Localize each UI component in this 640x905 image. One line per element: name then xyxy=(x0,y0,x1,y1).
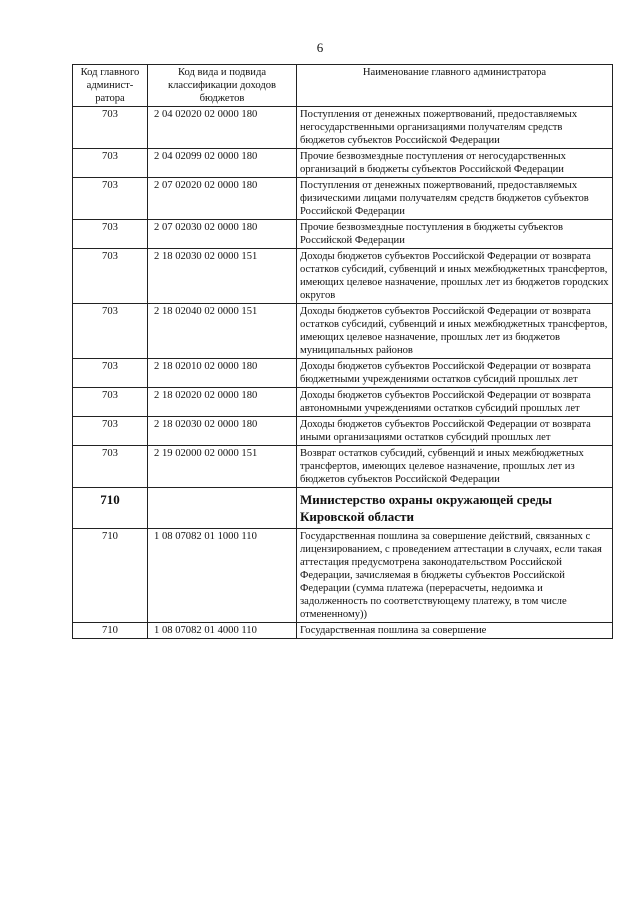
admin-name-cell: Поступления от денежных пожертвований, предоставляемых негосударственными организациями получателям средств бюджетов субъектов Российской Федерации xyxy=(297,107,613,149)
table-row xyxy=(73,446,613,488)
table-row xyxy=(73,249,613,304)
admin-name-cell: Доходы бюджетов субъектов Российской Федерации от возврата автономными учреждениями остатков субсидий прошлых лет xyxy=(297,388,613,417)
table-row xyxy=(73,107,613,149)
kbk-cell: 2 07 02030 02 0000 180 xyxy=(148,220,297,249)
kbk-cell: 2 18 02040 02 0000 151 xyxy=(148,304,297,359)
table-header-row xyxy=(73,65,613,107)
kbk-cell: 2 18 02030 02 0000 151 xyxy=(148,249,297,304)
table-row xyxy=(73,388,613,417)
admin-name-cell: Прочие безвозмездные поступления в бюджеты субъектов Российской Федерации xyxy=(297,220,613,249)
table-row xyxy=(73,529,613,623)
header-kbk: Код вида и подвида классификации доходов бюджетов xyxy=(148,65,297,107)
admin-name-cell: Поступления от денежных пожертвований, предоставляемых физическими лицами получателям средств бюджетов субъектов Российской Федерации xyxy=(297,178,613,220)
admin-name-cell: Возврат остатков субсидий, субвенций и иных межбюджетных трансфертов, имеющих целевое назначение, прошлых лет из бюджетов субъектов Российской Федерации xyxy=(297,446,613,488)
table-row xyxy=(73,417,613,446)
admin-name-cell: Доходы бюджетов субъектов Российской Федерации от возврата остатков субсидий, субвенций и иных межбюджетных трансфертов, имеющих целевое назначение, прошлых лет из бюджетов городских округов xyxy=(297,249,613,304)
table-row xyxy=(73,178,613,220)
admin-code-cell: 703 xyxy=(73,178,148,220)
kbk-cell: 2 18 02020 02 0000 180 xyxy=(148,388,297,417)
admin-code-cell: 710 xyxy=(73,488,148,529)
admin-code-cell: 703 xyxy=(73,417,148,446)
kbk-cell: 2 04 02020 02 0000 180 xyxy=(148,107,297,149)
administrators-table xyxy=(72,64,613,639)
admin-name-cell: Прочие безвозмездные поступления от негосударственных организаций в бюджеты субъектов Российской Федерации xyxy=(297,149,613,178)
kbk-cell: 2 19 02000 02 0000 151 xyxy=(148,446,297,488)
admin-code-cell: 703 xyxy=(73,220,148,249)
page-number: 6 xyxy=(316,40,324,55)
section-row xyxy=(73,488,613,529)
admin-code-cell: 710 xyxy=(73,529,148,623)
kbk-cell: 2 18 02010 02 0000 180 xyxy=(148,359,297,388)
admin-code-cell: 703 xyxy=(73,304,148,359)
admin-name-cell: Доходы бюджетов субъектов Российской Федерации от возврата бюджетными учреждениями остатков субсидий прошлых лет xyxy=(297,359,613,388)
kbk-cell: 2 07 02020 02 0000 180 xyxy=(148,178,297,220)
admin-name-cell: Государственная пошлина за совершение xyxy=(297,623,613,639)
admin-name-cell: Доходы бюджетов субъектов Российской Федерации от возврата остатков субсидий, субвенций и иных межбюджетных трансфертов, имеющих целевое назначение, прошлых лет из бюджетов муниципальных районов xyxy=(297,304,613,359)
kbk-cell: 1 08 07082 01 1000 110 xyxy=(148,529,297,623)
kbk-cell: 2 18 02030 02 0000 180 xyxy=(148,417,297,446)
table-row xyxy=(73,220,613,249)
admin-code-cell: 703 xyxy=(73,359,148,388)
table-row xyxy=(73,359,613,388)
table-row xyxy=(73,149,613,178)
kbk-cell: 1 08 07082 01 4000 110 xyxy=(148,623,297,639)
admin-code-cell: 703 xyxy=(73,446,148,488)
admin-code-cell: 703 xyxy=(73,149,148,178)
header-admin-name: Наименование главного администратора xyxy=(297,65,613,107)
kbk-cell xyxy=(148,488,297,529)
admin-code-cell: 703 xyxy=(73,249,148,304)
table-row xyxy=(73,304,613,359)
kbk-cell: 2 04 02099 02 0000 180 xyxy=(148,149,297,178)
table-row xyxy=(73,623,613,639)
admin-name-cell: Министерство охраны окружающей среды Кировской области xyxy=(297,488,613,529)
header-admin-code: Код главного админист-ратора xyxy=(73,65,148,107)
admin-code-cell: 703 xyxy=(73,107,148,149)
admin-name-cell: Доходы бюджетов субъектов Российской Федерации от возврата иными организациями остатков субсидий прошлых лет xyxy=(297,417,613,446)
admin-code-cell: 710 xyxy=(73,623,148,639)
admin-name-cell: Государственная пошлина за совершение действий, связанных с лицензированием, с проведением аттестации в случаях, если такая аттестация предусмотрена законодательством Российской Федерации, зачисляемая в бюджеты субъектов Российской Федерации (сумма платежа (перерасчеты, недоимка и задолженность по соответствующему платежу, в том числе отмененному)) xyxy=(297,529,613,623)
admin-code-cell: 703 xyxy=(73,388,148,417)
